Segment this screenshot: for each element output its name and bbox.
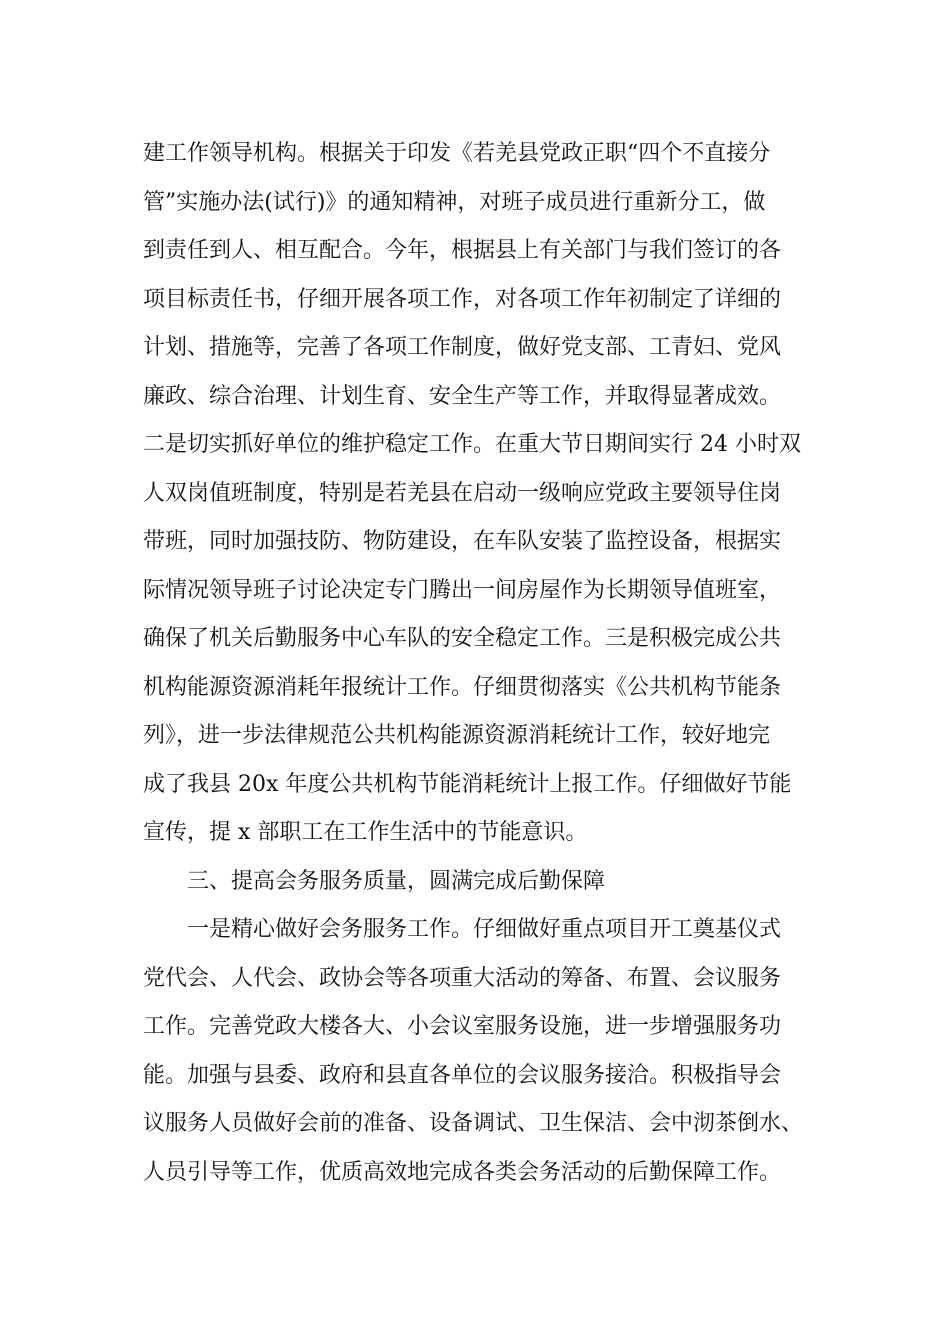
text-line: 人员引导等工作，优质高效地完成各类会务活动的后勤保障工作。	[143, 1159, 782, 1185]
text-line: 到责任到人、相互配合。今年，根据县上有关部门与我们签订的各	[143, 238, 782, 263]
text-line: 工作。完善党政大楼各大、小会议室服务设施，进一步增强服务功	[143, 1014, 782, 1039]
text-line: 成了我县 20x 年度公共机构节能消耗统计上报工作。仔细做好节能	[143, 771, 792, 797]
text-line: 议服务人员做好会前的准备、设备调试、卫生保洁、会中沏茶倒水、	[143, 1111, 804, 1136]
text-line: 带班，同时加强技防、物防建设，在车队安装了监控设备，根据实	[143, 529, 782, 554]
text-line: 机构能源资源消耗年报统计工作。仔细贯彻落实《公共机构节能条	[143, 674, 782, 700]
paragraph-first-line: 一是精心做好会务服务工作。仔细做好重点项目开工奠基仪式	[187, 917, 782, 942]
document-body-text	[143, 130, 833, 1197]
text-line: 列》，进一步法律规范公共机构能源资源消耗统计工作，较好地完	[143, 723, 771, 748]
text-line: 际情况领导班子讨论决定专门腾出一间房屋作为长期领导值班室，	[143, 577, 782, 603]
text-line: 二是切实抓好单位的维护稳定工作。在重大节日期间实行 24 小时双	[143, 432, 801, 457]
text-line: 建工作领导机构。根据关于印发《若羌县党政正职“四个不直接分	[143, 141, 771, 166]
text-line: 能。加强与县委、政府和县直各单位的会议服务接洽。积极指导会	[143, 1062, 782, 1088]
text-line: 项目标责任书，仔细开展各项工作，对各项工作年初制定了详细的	[143, 286, 782, 312]
text-line: 管”实施办法(试行)》的通知精神，对班子成员进行重新分工，做	[143, 189, 766, 215]
text-line: 宣传，提 x 部职工在工作生活中的节能意识。	[143, 820, 588, 845]
text-line: 党代会、人代会、政协会等各项重大活动的筹备、布置、会议服务	[143, 965, 782, 991]
text-line: 计划、措施等，完善了各项工作制度，做好党支部、工青妇、党风	[143, 335, 782, 360]
text-line: 人双岗值班制度，特别是若羌县在启动一级响应党政主要领导住岗	[143, 480, 782, 506]
paragraph-first-line: 三、提高会务服务质量，圆满完成后勤保障	[187, 868, 606, 894]
text-line: 廉政、综合治理、计划生育、安全生产等工作，并取得显著成效。	[143, 383, 782, 409]
text-line: 确保了机关后勤服务中心车队的安全稳定工作。三是积极完成公共	[143, 626, 782, 651]
